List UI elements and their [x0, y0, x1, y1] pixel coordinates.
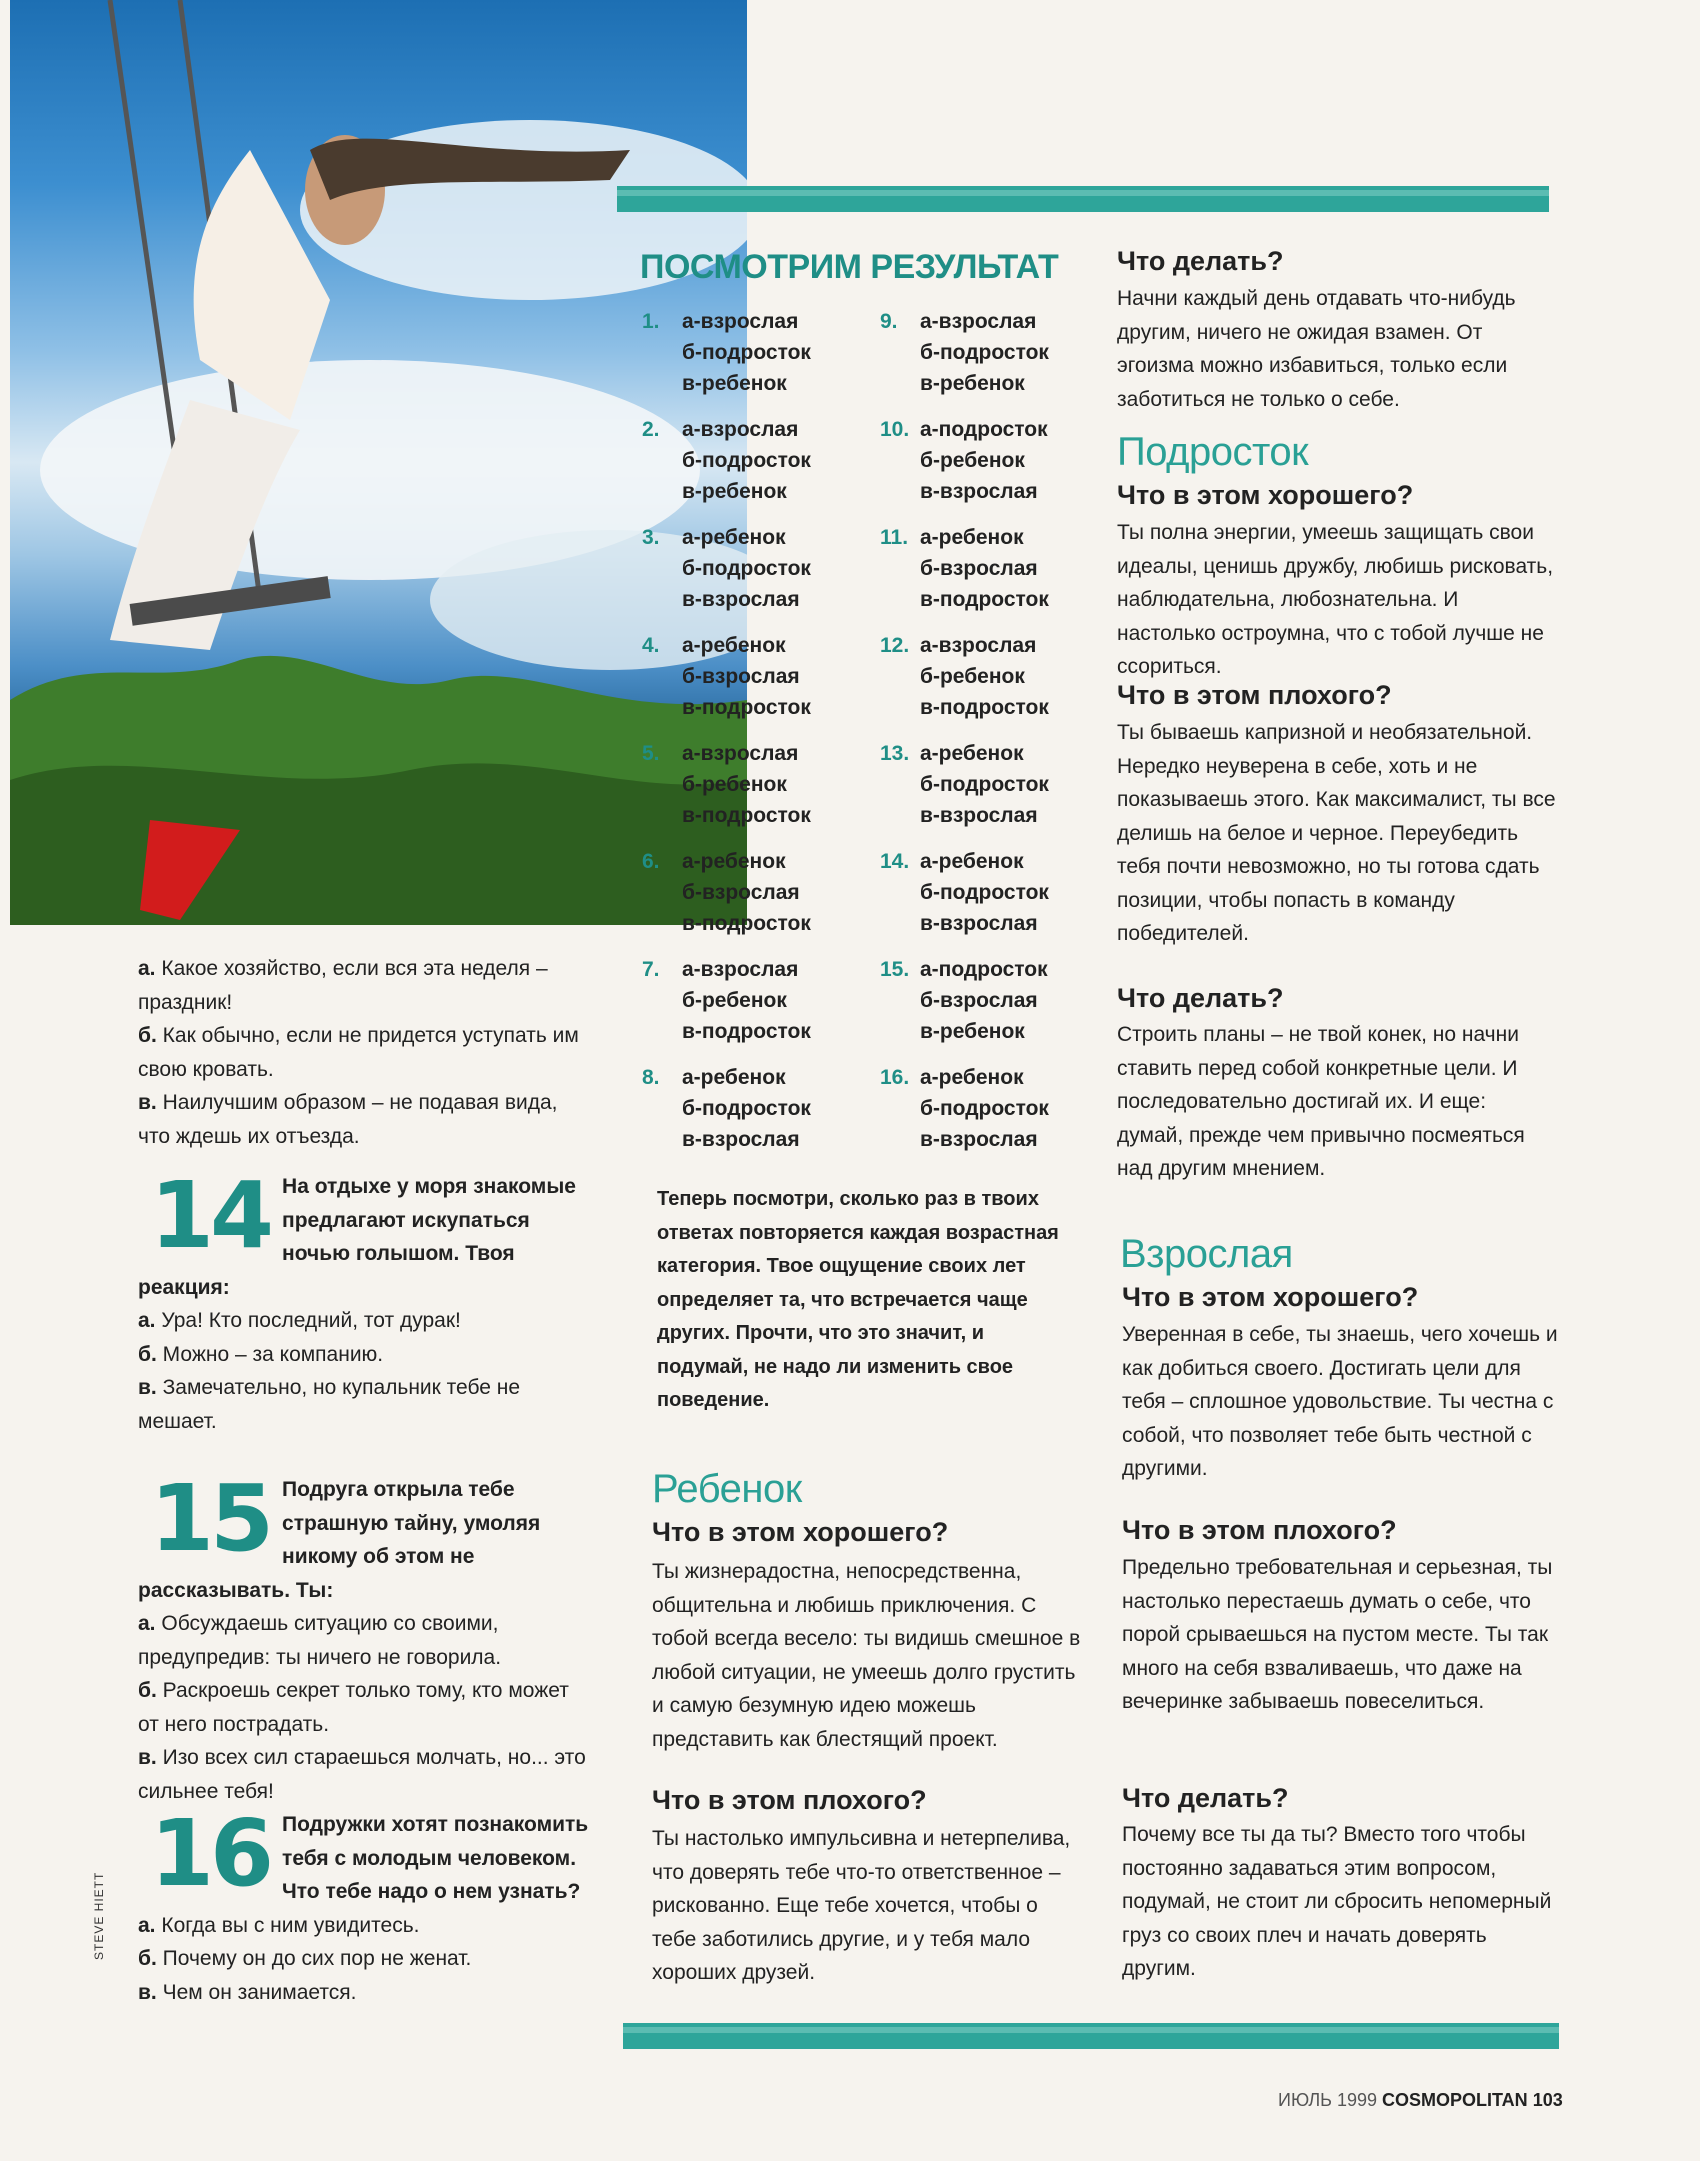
result-line: а-взрослая [682, 742, 799, 765]
q13-option-c[interactable]: в. Наилучшим образом – не подавая вида, что ждешь их отъезда. [138, 1091, 558, 1148]
result-line: а-взрослая [682, 958, 799, 981]
result-item-12 [880, 630, 1049, 723]
result-item-8 [642, 1062, 811, 1155]
result-line: а-ребенок [920, 742, 1024, 765]
result-item-5 [642, 738, 811, 831]
result-number: 10. [880, 418, 910, 441]
result-line: в-взрослая [920, 1128, 1038, 1151]
result-number: 2. [642, 418, 660, 441]
result-line: в-ребенок [920, 372, 1025, 395]
result-line: б-подросток [920, 1097, 1049, 1120]
result-item-9 [880, 306, 1049, 399]
result-line: в-ребенок [682, 480, 787, 503]
result-line: а-ребенок [682, 1066, 786, 1089]
child-bad-heading: Что в этом плохого? [652, 1785, 927, 1815]
child-bad-text: Ты настолько импульсивна и нетерпелива, что доверять тебе что-то ответственное – рискованно. Еще тебе хочется, чтобы о тебе заботились другие, и у тебя мало хороших друзей. [652, 1827, 1071, 1984]
question-text: Подружки хотят познакомить тебя с молодым человеком. Что тебе надо о нем узнать? [282, 1813, 589, 1903]
result-line: а-взрослая [682, 310, 799, 333]
result-line: б-подросток [682, 341, 811, 364]
q13-option-b[interactable]: б. Как обычно, если не придется уступать им свою кровать. [138, 1024, 579, 1081]
question-text: На отдыхе у моря знакомые предлагают искупаться ночью голышом. Твоя реакция: [138, 1175, 576, 1299]
question-16 [138, 1800, 593, 2009]
result-line: в-взрослая [920, 912, 1038, 935]
result-line: в-подросток [682, 912, 811, 935]
result-item-15 [880, 954, 1048, 1047]
result-line: б-подросток [682, 1097, 811, 1120]
result-line: в-ребенок [682, 372, 787, 395]
result-line: а-ребенок [682, 526, 786, 549]
result-number: 8. [642, 1066, 660, 1089]
child-title: Ребенок [652, 1467, 802, 1511]
teen-title: Подросток [1117, 430, 1309, 474]
option-a[interactable]: а. Ура! Кто последний, тот дурак! [138, 1309, 461, 1332]
result-line: а-взрослая [682, 418, 799, 441]
footer-magazine: COSMOPOLITAN [1382, 2090, 1528, 2110]
teen-todo-heading: Что делать? [1117, 983, 1284, 1013]
result-line: в-взрослая [920, 804, 1038, 827]
child-todo-text: Начни каждый день отдавать что-нибудь другим, ничего не ожидая взамен. От эгоизма можно избавиться, только если заботиться не только о себе. [1117, 287, 1516, 411]
results-summary: Теперь посмотри, сколько раз в твоих ответах повторяется каждая возрастная категория. Твое ощущение своих лет определяет та, что встречается чаще других. Прочти, что это значит, и подумай, не надо ли изменить свое поведение. [657, 1188, 1059, 1411]
result-line: в-подросток [682, 696, 811, 719]
page-footer [1278, 2090, 1563, 2111]
option-a[interactable]: а. Обсуждаешь ситуацию со своими, предупредив: ты ничего не говорила. [138, 1612, 502, 1669]
result-line: в-взрослая [682, 588, 800, 611]
child-good-heading: Что в этом хорошего? [652, 1517, 949, 1547]
q13-options [138, 952, 593, 1153]
result-item-16 [880, 1062, 1049, 1155]
adult-good-heading: Что в этом хорошего? [1122, 1282, 1419, 1312]
adult-bad-heading: Что в этом плохого? [1122, 1515, 1397, 1545]
teen-todo-text: Строить планы – не твой конек, но начни ставить перед собой конкретные цели. И последовательно достигай их. И еще: думай, прежде чем привычно посмеяться над другим мнением. [1117, 1023, 1525, 1180]
result-line: а-ребенок [920, 1066, 1024, 1089]
photo-illustration [10, 0, 747, 925]
result-line: в-подросток [920, 696, 1049, 719]
option-c[interactable]: в. Чем он занимается. [138, 1980, 357, 2004]
result-item-4 [642, 630, 811, 723]
result-line: а-ребенок [682, 634, 786, 657]
result-line: б-взрослая [920, 557, 1038, 580]
bottom-teal-bar [623, 2023, 1559, 2049]
option-b[interactable]: б. Можно – за компанию. [138, 1342, 384, 1366]
result-line: а-ребенок [920, 850, 1024, 873]
result-line: б-взрослая [920, 989, 1038, 1012]
question-15 [138, 1465, 593, 1808]
result-number: 15. [880, 958, 910, 981]
option-a[interactable]: а. Когда вы с ним увидитесь. [138, 1913, 420, 1937]
result-line: б-подросток [682, 557, 811, 580]
result-line: б-подросток [920, 881, 1049, 904]
result-item-14 [880, 846, 1049, 939]
adult-bad-text: Предельно требовательная и серьезная, ты настолько перестаешь думать о себе, что порой срываешься на пустом месте. Ты так много на себя взваливаешь, что даже на вечеринке забываешь повеселиться. [1122, 1556, 1553, 1713]
result-line: б-ребенок [920, 449, 1025, 472]
result-line: в-взрослая [920, 480, 1038, 503]
swing-photo [10, 0, 747, 925]
result-number: 9. [880, 310, 898, 333]
top-teal-bar [617, 186, 1549, 212]
question-text: Подруга открыла тебе страшную тайну, умоляя никому об этом не рассказывать. Ты: [138, 1478, 541, 1602]
question-number: 14 [150, 1162, 271, 1269]
result-item-1 [642, 306, 811, 399]
option-c[interactable]: в. Замечательно, но купальник тебе не мешает. [138, 1376, 521, 1433]
question-number: 16 [150, 1800, 271, 1907]
result-number: 1. [642, 310, 660, 333]
teen-bad-heading: Что в этом плохого? [1117, 680, 1392, 710]
footer-month: ИЮЛЬ 1999 [1278, 2090, 1377, 2110]
result-line: а-взрослая [920, 310, 1037, 333]
result-number: 13. [880, 742, 910, 765]
adult-todo-text: Почему все ты да ты? Вместо того чтобы постоянно задаваться этим вопросом, подумай, не стоит ли сбросить непомерный груз со своих плеч и начать доверять другим. [1122, 1823, 1552, 1980]
result-line: а-ребенок [920, 526, 1024, 549]
result-line: б-подросток [682, 449, 811, 472]
result-item-11 [880, 522, 1049, 615]
result-number: 12. [880, 634, 910, 657]
teen-good-heading: Что в этом хорошего? [1117, 480, 1414, 510]
result-item-10 [880, 414, 1048, 507]
adult-todo-heading: Что делать? [1122, 1783, 1289, 1813]
result-line: в-взрослая [682, 1128, 800, 1151]
result-number: 16. [880, 1066, 910, 1089]
option-b[interactable]: б. Раскроешь секрет только тому, кто может от него пострадать. [138, 1679, 569, 1736]
question-14 [138, 1162, 593, 1438]
result-item-13 [880, 738, 1049, 831]
result-line: в-ребенок [920, 1020, 1025, 1043]
result-line: а-подросток [920, 958, 1048, 981]
result-number: 4. [642, 634, 660, 657]
result-line: б-взрослая [682, 665, 800, 688]
result-line: в-подросток [682, 1020, 811, 1043]
result-item-7 [642, 954, 811, 1047]
result-number: 3. [642, 526, 660, 549]
result-number: 5. [642, 742, 660, 765]
result-number: 7. [642, 958, 660, 981]
adult-title: Взрослая [1120, 1232, 1293, 1276]
result-line: а-подросток [920, 418, 1048, 441]
result-number: 14. [880, 850, 910, 873]
option-c[interactable]: в. Изо всех сил стараешься молчать, но... это сильнее тебя! [138, 1746, 586, 1803]
result-line: б-взрослая [682, 881, 800, 904]
child-todo-heading: Что делать? [1117, 246, 1284, 276]
photo-credit: STEVE HIETT [92, 1871, 106, 1960]
result-number: 11. [880, 526, 909, 549]
result-line: б-ребенок [920, 665, 1025, 688]
result-item-2 [642, 414, 811, 507]
result-line: б-ребенок [682, 989, 787, 1012]
result-line: б-подросток [920, 341, 1049, 364]
result-line: в-подросток [682, 804, 811, 827]
result-line: а-ребенок [682, 850, 786, 873]
child-good-text: Ты жизнерадостна, непосредственна, общительна и любишь приключения. С тобой всегда весело: ты видишь смешное в любой ситуации, не умеешь долго грустить и самую безумную идею можешь представить как блестящий проект. [652, 1560, 1081, 1751]
question-number: 15 [150, 1465, 271, 1572]
results-title: ПОСМОТРИМ РЕЗУЛЬТАТ [640, 248, 1059, 286]
option-b[interactable]: б. Почему он до сих пор не женат. [138, 1947, 472, 1970]
teen-bad-text: Ты бываешь капризной и необязательной. Нередко неуверена в себе, хоть и не показываешь этого. Как максималист, ты все делишь на белое и черное. Переубедить тебя почти невозможно, но ты готова сдать позиции, чтобы попасть в команду победителей. [1117, 721, 1556, 945]
result-line: б-подросток [920, 773, 1049, 796]
result-item-6 [642, 846, 811, 939]
teen-good-text: Ты полна энергии, умеешь защищать свои идеалы, ценишь дружбу, любишь рисковать, наблюдательна, любознательна. И настолько остроумна, что с тобой лучше не ссориться. [1117, 521, 1554, 678]
result-line: б-ребенок [682, 773, 787, 796]
result-item-3 [642, 522, 811, 615]
q13-option-a[interactable]: а. Какое хозяйство, если вся эта неделя – праздник! [138, 957, 548, 1014]
result-number: 6. [642, 850, 660, 873]
result-line: а-взрослая [920, 634, 1037, 657]
result-line: в-подросток [920, 588, 1049, 611]
footer-page: 103 [1532, 2090, 1563, 2110]
adult-good-text: Уверенная в себе, ты знаешь, чего хочешь и как добиться своего. Достигать цели для тебя – сплошное удовольствие. Ты честна с собой, что позволяет тебе быть честной с другими. [1122, 1323, 1558, 1480]
